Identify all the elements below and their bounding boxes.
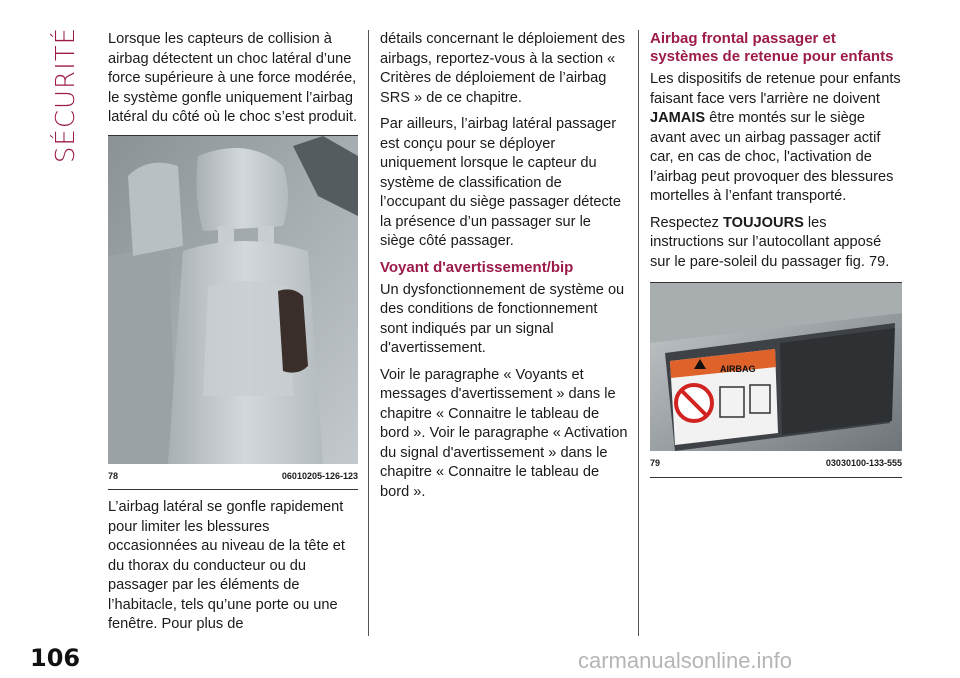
section-title <box>48 26 84 164</box>
figure-code: 03030100-133-555 <box>825 458 902 468</box>
paragraph: Voir le paragraphe « Voyants et messages d'avertissement » dans le chapitre « Connaitre le tableau de bord ». Voir le paragraphe « Activation du signal d'avertissement » dans le chapitre « Connaitre le tableau de bord ». <box>380 366 628 500</box>
figure-caption <box>108 464 358 491</box>
section-heading: Airbag frontal passager et systèmes de retenue pour enfants <box>650 30 894 65</box>
paragraph: Un dysfonctionnement de système ou des conditions de fonctionnement sont indiqués par un signal d'avertissement. <box>380 281 625 356</box>
paragraph: détails concernant le déploiement des airbags, reportez-vous à la section « Critères de déploiement de l’airbag SRS » de ce chapitre. <box>380 31 626 106</box>
sunvisor-illustration <box>650 283 902 451</box>
sunvisor-image <box>650 283 902 451</box>
paragraph <box>650 214 902 273</box>
paragraph: L’airbag latéral se gonfle rapidement pour limiter les blessures occasionnées au niveau de la tête et du thorax du conducteur ou du passager par les éléments de l’habitacle, tels qu’une porte ou une fenêtre. Pour plus de <box>108 499 345 632</box>
column-3 <box>650 30 902 486</box>
paragraph: Lorsque les capteurs de collision à airbag détectent un choc latéral d’une force supérieure à une force modérée, le système gonfle uniquement l’airbag latéral du côté où le choc s’est produit. <box>108 31 358 125</box>
figure-number: 79 <box>650 458 661 468</box>
figure-caption <box>650 451 902 478</box>
column-divider <box>638 30 639 636</box>
text: être montés sur le siège avant avec un airbag passager actif car, en cas de choc, l'activation de l’airbag peut provoquer des blessures mortelles à l’enfant transporté. <box>650 110 894 204</box>
section-title-text: SÉCURITÉ <box>51 26 82 164</box>
column-1 <box>108 30 358 642</box>
text: les instructions sur l’autocollant apposé sur le pare-soleil du passager fig. 79. <box>650 214 890 270</box>
airbag-label-text: AIRBAG <box>720 364 756 374</box>
section-heading: Voyant d'avertissement/bip <box>380 258 574 276</box>
column-divider <box>368 30 369 636</box>
text: Respectez <box>650 214 719 231</box>
seat-illustration <box>108 136 358 464</box>
emphasis: TOUJOURS <box>723 214 804 231</box>
emphasis: JAMAIS <box>650 110 706 126</box>
figure-number: 78 <box>108 470 119 481</box>
seat-airbag-image <box>108 136 358 464</box>
paragraph <box>650 70 902 207</box>
figure-79 <box>650 282 902 478</box>
figure-78 <box>108 135 358 491</box>
paragraph: Par ailleurs, l’airbag latéral passager est conçu pour se déployer uniquement lorsque le capteur du système de classification de l’occupant du siège passager détecte la présence d’un passager sur le siège côté passager. <box>380 116 621 249</box>
column-2 <box>380 30 628 509</box>
watermark: carmanualsonline.info <box>578 648 793 673</box>
text: Les dispositifs de retenue pour enfants faisant face vers l'arrière ne doivent <box>650 71 901 107</box>
figure-code: 06010205-126-123 <box>281 470 358 481</box>
page-number: 106 <box>30 644 81 672</box>
